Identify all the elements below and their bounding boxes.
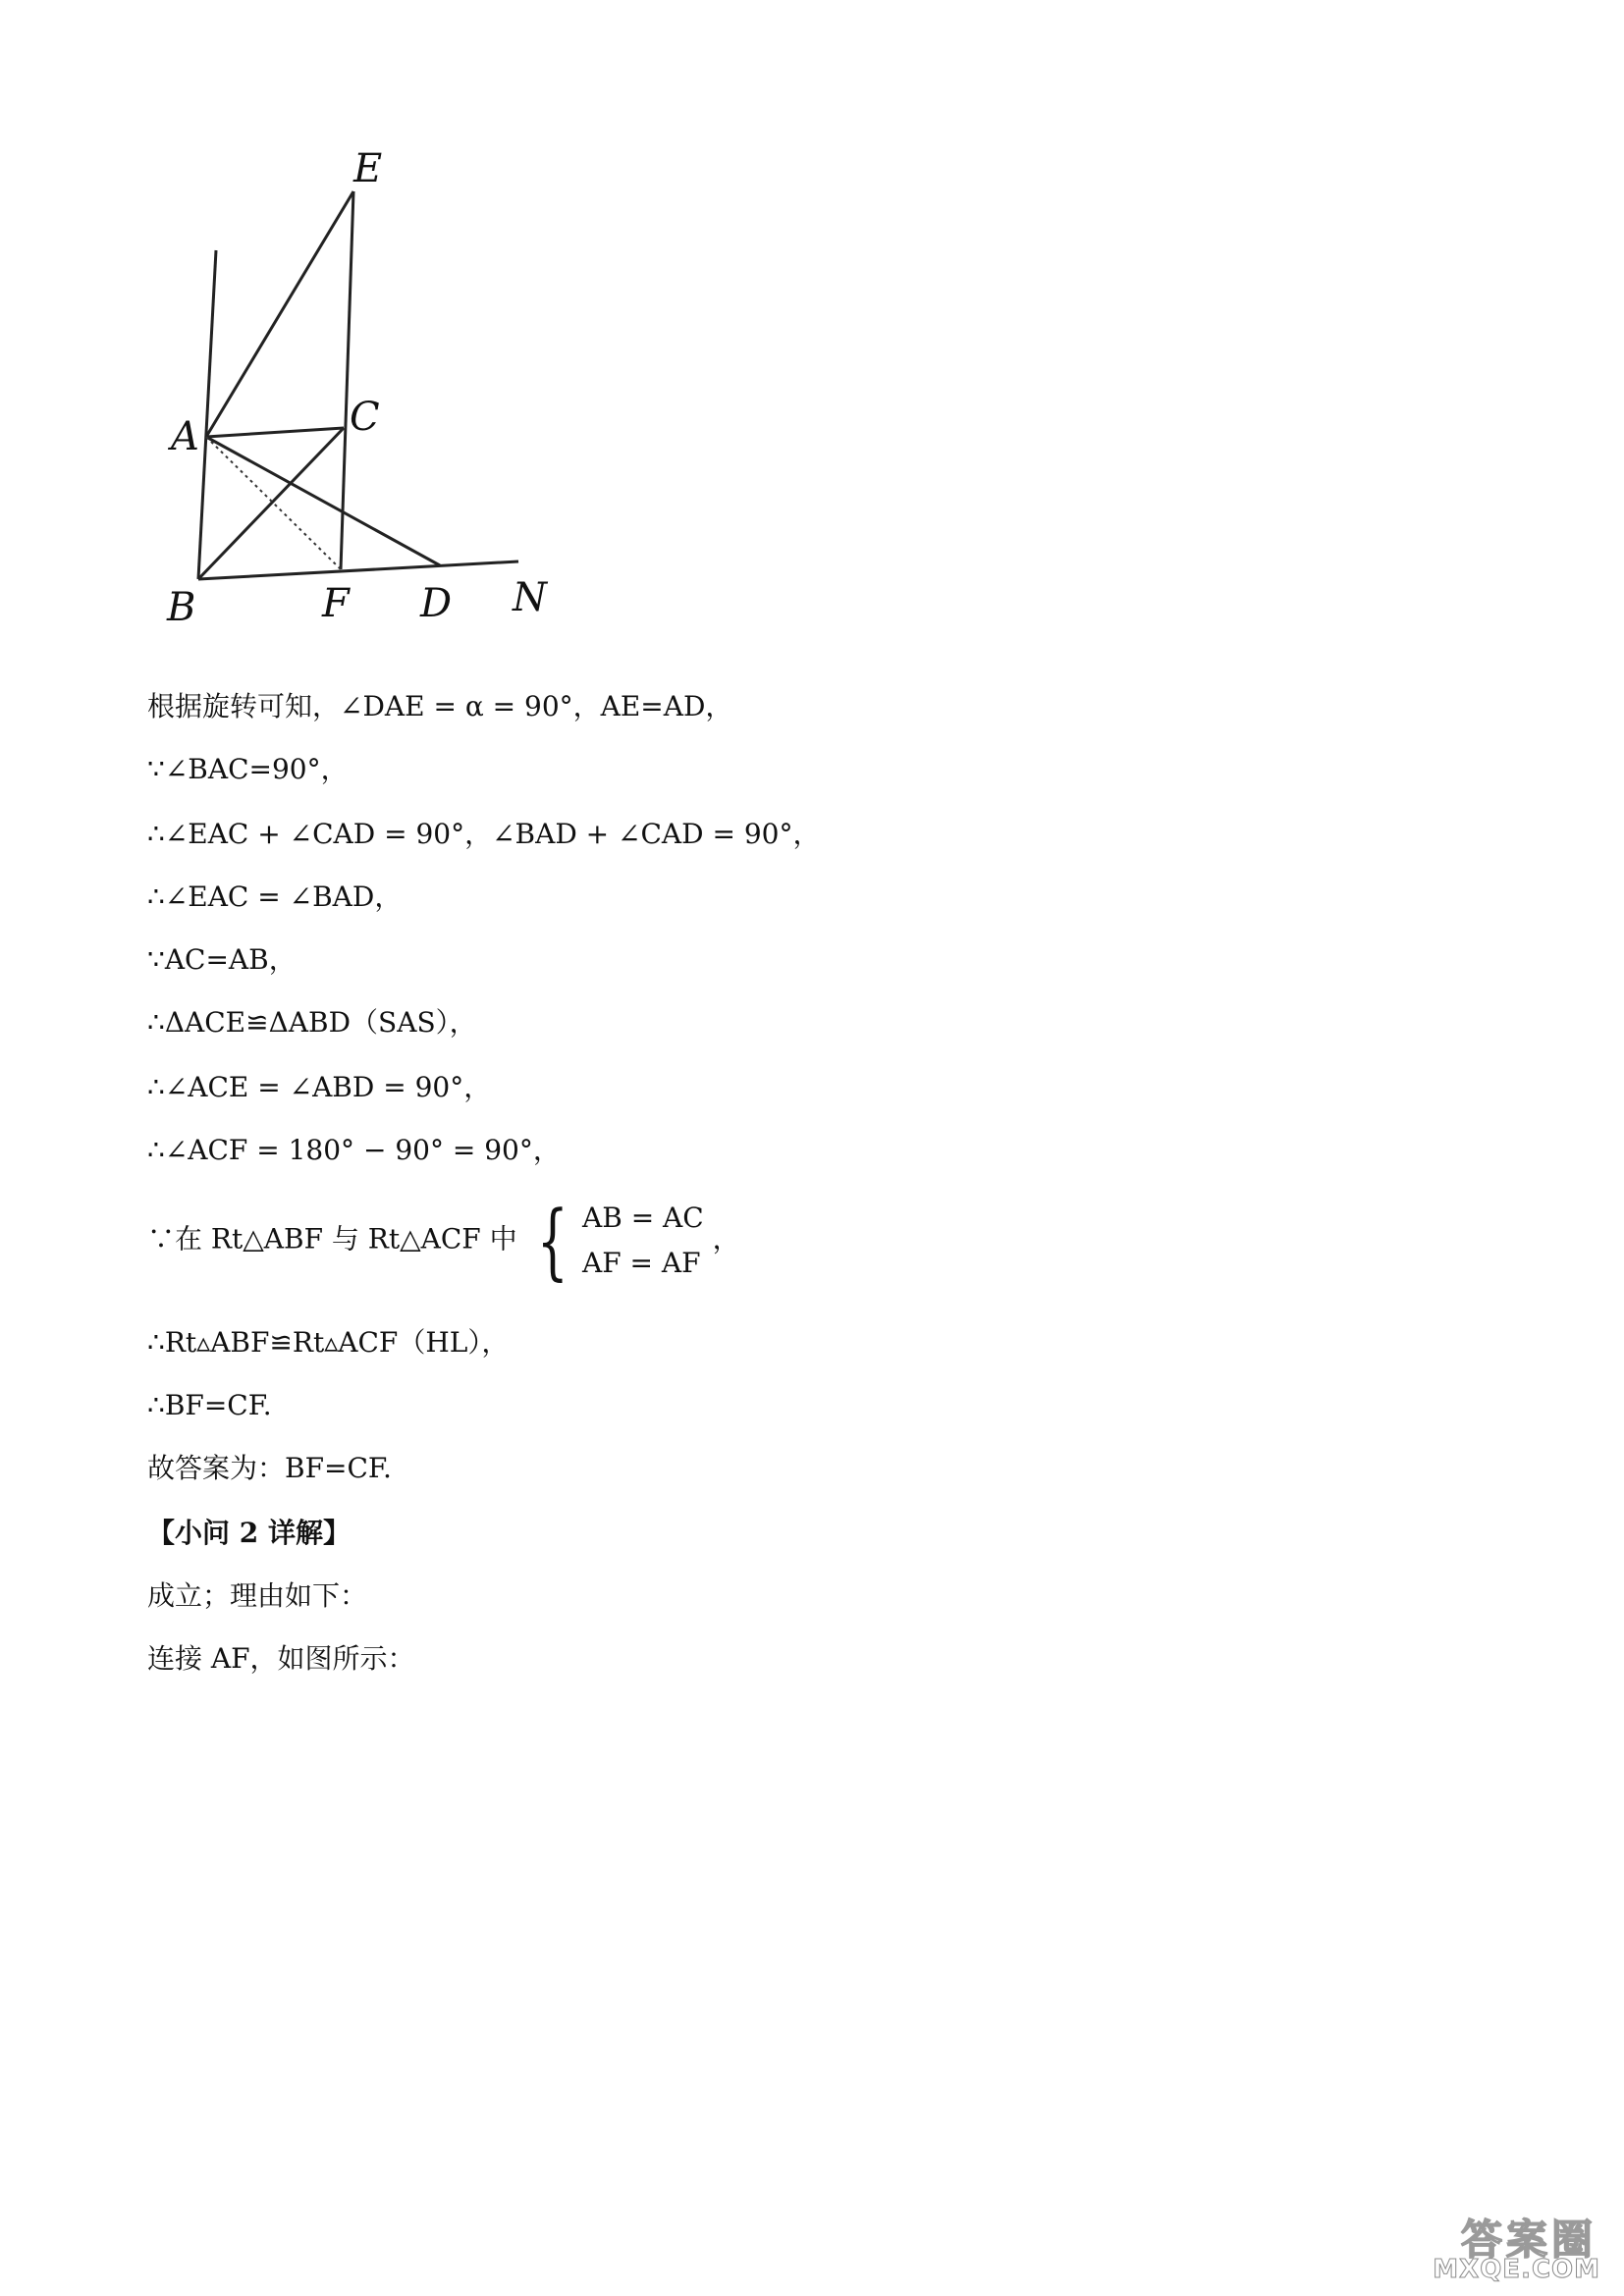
label-a: A (171, 414, 199, 459)
text-line: ∴∠ACE = ∠ABD = 90°， (147, 1071, 492, 1103)
text-line: 故答案为：BF=CF. (147, 1452, 392, 1484)
segment-ad (206, 437, 440, 565)
system-row: AB = AC (582, 1201, 704, 1234)
system-intro: ∵在 Rt△ABF 与 Rt△ACF 中 (147, 1222, 517, 1255)
text-line: ∵AC=AB， (147, 943, 297, 976)
text-line: 根据旋转可知，∠DAE = α = 90°，AE=AD， (147, 690, 733, 722)
text-line: ∴BF=CF. (147, 1389, 272, 1421)
watermark-logo-text: 答案圈 (1460, 2216, 1597, 2264)
geometry-diagram (147, 137, 579, 628)
watermark-domain: MXQE.COM (1433, 2255, 1600, 2284)
segment-ac (206, 428, 344, 437)
text-line: ∴∠EAC = ∠BAD， (147, 881, 403, 913)
ray-bn (198, 561, 518, 579)
text-line: ∴ΔACE≌ΔABD（SAS）， (147, 1006, 477, 1039)
text-line: 连接 AF，如图所示： (147, 1642, 415, 1675)
text-line: ∴Rt▵ABF≌Rt▵ACF（HL）， (147, 1326, 510, 1359)
equation-system (526, 1193, 704, 1289)
label-d: D (420, 581, 453, 626)
ray-ba (198, 250, 216, 579)
text-line: 成立；理由如下： (147, 1579, 368, 1612)
site-watermark (1410, 2208, 1606, 2286)
section-heading: 【小问 2 详解】 (147, 1517, 351, 1549)
segment-ae (206, 191, 353, 437)
label-b: B (167, 585, 196, 628)
geometry-figure (147, 137, 579, 628)
segment-bc (198, 428, 344, 579)
label-f: F (322, 581, 350, 626)
text-line-system (147, 1193, 740, 1289)
text-line: ∵∠BAC=90°， (147, 753, 349, 785)
label-e: E (353, 146, 383, 191)
label-n: N (513, 575, 547, 620)
left-brace: { (536, 1193, 568, 1289)
label-c: C (350, 395, 380, 440)
text-line: ∴∠EAC + ∠CAD = 90°，∠BAD + ∠CAD = 90°， (147, 818, 821, 850)
text-line: ∴∠ACF = 180° − 90° = 90°， (147, 1134, 561, 1166)
system-row: AF = AF (582, 1247, 701, 1279)
system-tail: ， (712, 1222, 740, 1255)
